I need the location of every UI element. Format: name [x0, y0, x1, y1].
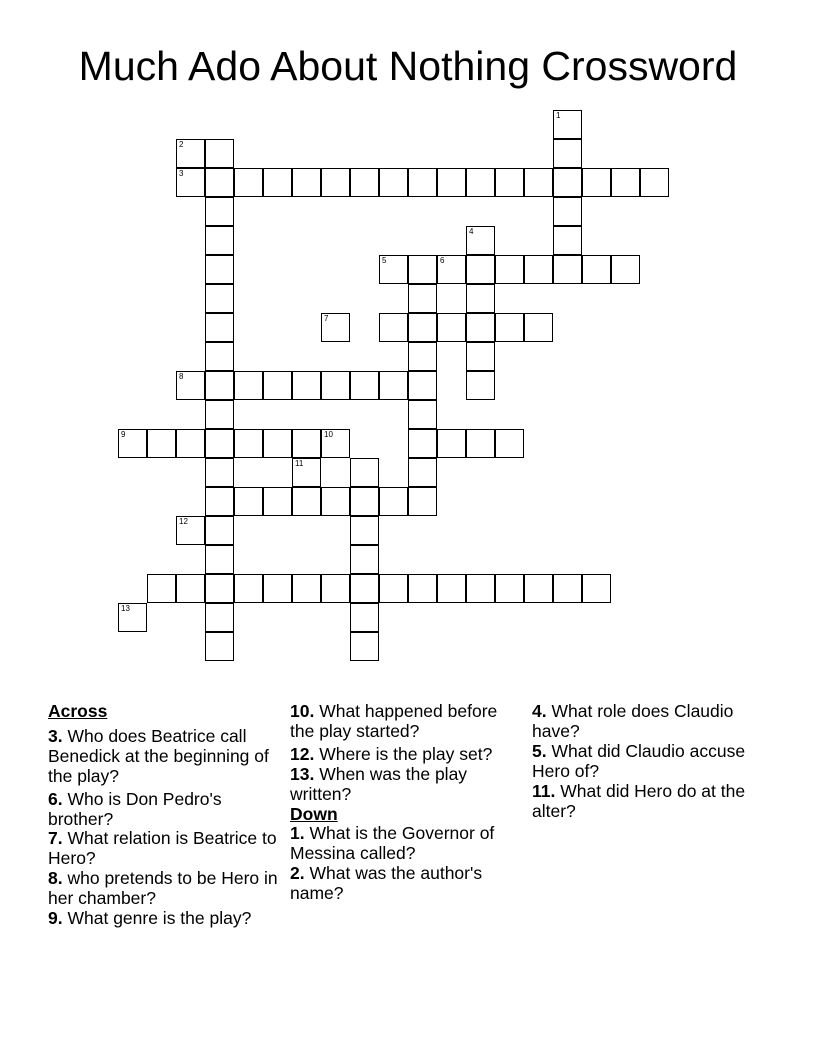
grid-cell[interactable] [408, 371, 437, 400]
grid-cell[interactable] [524, 574, 553, 603]
grid-cell[interactable] [466, 168, 495, 197]
grid-cell[interactable] [205, 284, 234, 313]
grid-cell[interactable] [321, 371, 350, 400]
grid-cell[interactable] [350, 458, 379, 487]
grid-cell[interactable] [205, 168, 234, 197]
grid-cell[interactable] [553, 197, 582, 226]
grid-cell[interactable] [408, 487, 437, 516]
grid-cell[interactable] [466, 284, 495, 313]
grid-cell[interactable] [205, 603, 234, 632]
clue-number: 10 [324, 430, 333, 439]
down-clue: 5. What did Claudio accuse Hero of? [532, 740, 746, 781]
grid-cell[interactable] [437, 574, 466, 603]
down-header: Down [290, 803, 338, 824]
grid-cell[interactable] [234, 574, 263, 603]
down-clue: 1. What is the Governor of Messina called? [290, 823, 495, 864]
grid-cell[interactable] [176, 516, 205, 545]
grid-cell[interactable] [582, 168, 611, 197]
clue-number: 9 [121, 430, 126, 439]
grid-cell[interactable] [205, 429, 234, 458]
grid-cell[interactable] [553, 574, 582, 603]
grid-cell[interactable] [408, 284, 437, 313]
grid-cell[interactable] [437, 313, 466, 342]
across-clue: 6. Who is Don Pedro's brother? [48, 788, 222, 829]
grid-cell[interactable] [176, 139, 205, 168]
grid-cell[interactable] [437, 255, 466, 284]
grid-cell[interactable] [321, 168, 350, 197]
grid-cell[interactable] [553, 226, 582, 255]
across-clue: 8. who pretends to be Hero in her chamber? [48, 868, 278, 909]
grid-cell[interactable] [350, 487, 379, 516]
clue-number: 8 [179, 372, 184, 381]
grid-cell[interactable] [321, 487, 350, 516]
grid-cell[interactable] [524, 255, 553, 284]
grid-cell[interactable] [437, 168, 466, 197]
grid-cell[interactable] [466, 255, 495, 284]
grid-cell[interactable] [205, 516, 234, 545]
grid-cell[interactable] [466, 226, 495, 255]
grid-cell[interactable] [466, 342, 495, 371]
clue-number: 4 [469, 227, 474, 236]
clue-column-1 [48, 702, 278, 929]
grid-cell[interactable] [234, 168, 263, 197]
grid-cell[interactable] [205, 226, 234, 255]
grid-cell[interactable] [176, 429, 205, 458]
grid-cell[interactable] [176, 168, 205, 197]
clue-number: 5 [382, 256, 387, 265]
grid-cell[interactable] [379, 255, 408, 284]
grid-cell[interactable] [524, 168, 553, 197]
grid-cell[interactable] [205, 255, 234, 284]
clue-number: 12 [179, 517, 188, 526]
grid-cell[interactable] [350, 574, 379, 603]
grid-cell[interactable] [205, 139, 234, 168]
grid-cell[interactable] [205, 400, 234, 429]
grid-cell[interactable] [292, 429, 321, 458]
grid-cell[interactable] [176, 371, 205, 400]
grid-cell[interactable] [408, 429, 437, 458]
grid-cell[interactable] [321, 429, 350, 458]
grid-cell[interactable] [292, 574, 321, 603]
grid-cell[interactable] [466, 313, 495, 342]
grid-cell[interactable] [205, 632, 234, 661]
grid-cell[interactable] [379, 168, 408, 197]
clue-column-3 [532, 702, 762, 821]
grid-cell[interactable] [553, 110, 582, 139]
grid-cell[interactable] [118, 429, 147, 458]
grid-cell[interactable] [437, 429, 466, 458]
grid-cell[interactable] [379, 574, 408, 603]
grid-cell[interactable] [408, 400, 437, 429]
clue-number: 2 [179, 140, 184, 149]
grid-cell[interactable] [205, 458, 234, 487]
grid-cell[interactable] [553, 255, 582, 284]
clue-number: 3 [179, 169, 184, 178]
grid-cell[interactable] [379, 487, 408, 516]
grid-cell[interactable] [408, 342, 437, 371]
across-clue: 13. When was the play written? [290, 763, 468, 804]
grid-cell[interactable] [234, 487, 263, 516]
grid-cell[interactable] [205, 574, 234, 603]
grid-cell[interactable] [582, 574, 611, 603]
grid-cell[interactable] [350, 168, 379, 197]
grid-cell[interactable] [379, 371, 408, 400]
grid-cell[interactable] [350, 371, 379, 400]
grid-cell[interactable] [321, 313, 350, 342]
page-title: Much Ado About Nothing Crossword [78, 43, 738, 89]
grid-cell[interactable] [524, 313, 553, 342]
grid-cell[interactable] [408, 313, 437, 342]
grid-cell[interactable] [495, 574, 524, 603]
across-clue: 9. What genre is the play? [48, 908, 252, 929]
grid-cell[interactable] [408, 574, 437, 603]
across-clue: 7. What relation is Beatrice to Hero? [48, 828, 277, 869]
grid-cell[interactable] [611, 255, 640, 284]
grid-cell[interactable] [292, 371, 321, 400]
clue-number: 6 [440, 256, 445, 265]
grid-cell[interactable] [263, 371, 292, 400]
grid-cell[interactable] [263, 168, 292, 197]
grid-cell[interactable] [466, 574, 495, 603]
clue-number: 11 [295, 459, 304, 468]
grid-cell[interactable] [379, 313, 408, 342]
grid-cell[interactable] [466, 371, 495, 400]
grid-cell[interactable] [205, 342, 234, 371]
grid-cell[interactable] [292, 487, 321, 516]
grid-cell[interactable] [611, 168, 640, 197]
grid-cell[interactable] [350, 516, 379, 545]
grid-cell[interactable] [205, 487, 234, 516]
grid-cell[interactable] [263, 429, 292, 458]
grid-cell[interactable] [350, 545, 379, 574]
grid-cell[interactable] [495, 313, 524, 342]
clue-number: 13 [121, 604, 130, 613]
across-clue: 3. Who does Beatrice call Benedick at the beginning of the play? [48, 725, 269, 786]
grid-cell[interactable] [350, 632, 379, 661]
grid-cell[interactable] [321, 574, 350, 603]
grid-cell[interactable] [205, 545, 234, 574]
grid-cell[interactable] [263, 487, 292, 516]
grid-cell[interactable] [495, 168, 524, 197]
clue-column-2 [290, 702, 520, 904]
grid-cell[interactable] [263, 574, 292, 603]
grid-cell[interactable] [408, 255, 437, 284]
grid-cell[interactable] [408, 458, 437, 487]
grid-cell[interactable] [350, 603, 379, 632]
grid-cell[interactable] [495, 255, 524, 284]
grid-cell[interactable] [234, 429, 263, 458]
grid-cell[interactable] [147, 574, 176, 603]
across-header: Across [48, 701, 108, 721]
grid-cell[interactable] [553, 139, 582, 168]
grid-cell[interactable] [205, 371, 234, 400]
across-clue: 12. Where is the play set? [290, 743, 493, 764]
grid-cell[interactable] [466, 429, 495, 458]
clue-number: 1 [556, 111, 561, 120]
grid-cell[interactable] [292, 168, 321, 197]
down-clue: 11. What did Hero do at the alter? [532, 780, 746, 821]
grid-cell[interactable] [582, 255, 611, 284]
grid-cell[interactable] [292, 458, 321, 487]
across-clue: 10. What happened before the play started? [290, 701, 498, 741]
grid-cell[interactable] [205, 313, 234, 342]
down-clue: 4. What role does Claudio have? [532, 701, 734, 741]
grid-cell[interactable] [118, 603, 147, 632]
grid-cell[interactable] [553, 168, 582, 197]
grid-cell[interactable] [234, 371, 263, 400]
grid-cell[interactable] [495, 429, 524, 458]
grid-cell[interactable] [147, 429, 176, 458]
grid-cell[interactable] [205, 197, 234, 226]
grid-cell[interactable] [176, 574, 205, 603]
grid-cell[interactable] [408, 168, 437, 197]
clue-number: 7 [324, 314, 329, 323]
grid-cell[interactable] [640, 168, 669, 197]
down-clue: 2. What was the author's name? [290, 863, 483, 904]
